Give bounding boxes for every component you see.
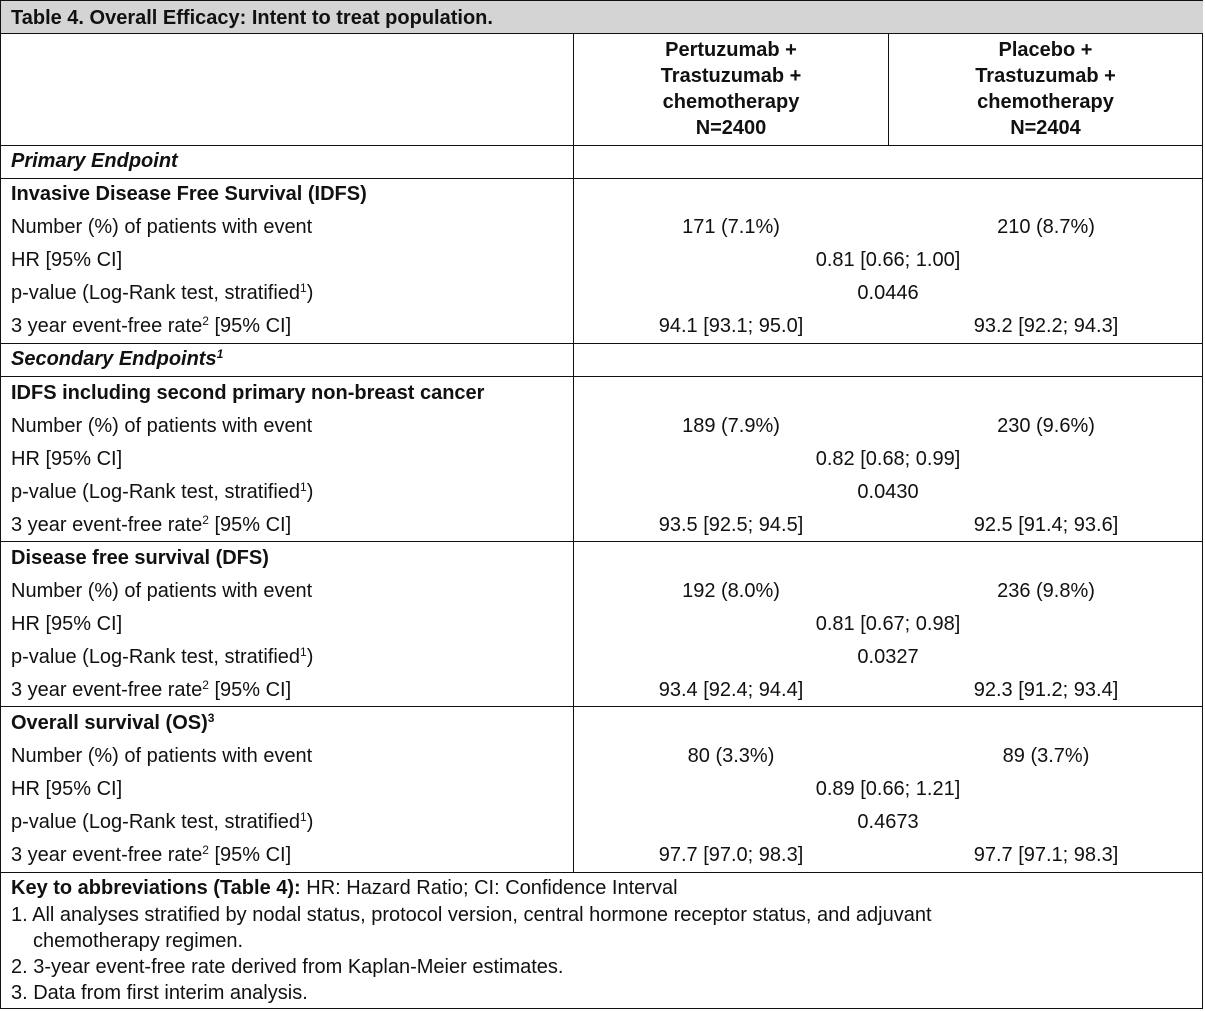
cell-pvalue: 0.0430 <box>857 481 919 503</box>
cell-pvalue: 0.4673 <box>857 811 919 833</box>
row-label-hr: HR [95% CI] <box>11 448 123 470</box>
cell-rate-placebo: 93.2 [92.2; 94.3] <box>973 315 1119 337</box>
cell-rate-placebo: 92.3 [91.2; 93.4] <box>973 679 1119 701</box>
row-label-pvalue: p-value (Log-Rank test, stratified$^1$) <box>11 810 314 833</box>
secondary-endpoints-heading: Secondary Endpoints$^1$ <box>11 347 224 370</box>
table-title: Table 4. Overall Efficacy: Intent to treat population. <box>11 7 493 29</box>
table-title-bar <box>1 1 1203 34</box>
cell-events-pertuzumab: 192 (8.0%) <box>682 580 780 602</box>
cell-hr: 0.81 [0.67; 0.98] <box>815 613 961 635</box>
row-label-events: Number (%) of patients with event <box>11 216 313 238</box>
cell-rate-placebo: 92.5 [91.4; 93.6] <box>973 514 1119 536</box>
row-label-events: Number (%) of patients with event <box>11 415 313 437</box>
row-label-rate: 3 year event-free rate$^2$ [95% CI] <box>11 513 292 536</box>
row-label-hr: HR [95% CI] <box>11 613 123 635</box>
cell-rate-pertuzumab: 93.5 [92.5; 94.5] <box>658 514 804 536</box>
rule <box>0 872 1203 873</box>
row-label-pvalue: p-value (Log-Rank test, stratified$^1$) <box>11 645 314 668</box>
footnote-key: Key to abbreviations (Table 4): HR: Hazard Ratio; CI: Confidence Interval <box>11 877 678 899</box>
rule <box>0 178 1203 179</box>
column-divider <box>573 33 574 872</box>
cell-hr: 0.89 [0.66; 1.21] <box>815 778 961 800</box>
row-label-pvalue: p-value (Log-Rank test, stratified$^1$) <box>11 281 314 304</box>
cell-rate-placebo: 97.7 [97.1; 98.3] <box>973 844 1119 866</box>
column-header-pertuzumab: Pertuzumab + Trastuzumab + chemotherapy N=2400 <box>660 39 802 139</box>
rule <box>0 343 1203 344</box>
rule <box>0 376 1203 377</box>
cell-hr: 0.81 [0.66; 1.00] <box>815 249 961 271</box>
section-title-idfs-second-primary: IDFS including second primary non-breast cancer <box>11 382 485 404</box>
cell-rate-pertuzumab: 97.7 [97.0; 98.3] <box>658 844 804 866</box>
cell-events-pertuzumab: 171 (7.1%) <box>682 216 780 238</box>
cell-hr: 0.82 [0.68; 0.99] <box>815 448 961 470</box>
row-label-hr: HR [95% CI] <box>11 778 123 800</box>
footnote-1: 1. All analyses stratified by nodal status, protocol version, central hormone receptor status, and adjuvant <box>11 904 932 926</box>
cell-events-placebo: 89 (3.7%) <box>1002 745 1090 767</box>
footnote-3: 3. Data from first interim analysis. <box>11 982 308 1004</box>
section-title-os: Overall survival (OS)$^3$ <box>11 711 215 734</box>
cell-rate-pertuzumab: 94.1 [93.1; 95.0] <box>658 315 804 337</box>
column-header-placebo: Placebo + Trastuzumab + chemotherapy N=2404 <box>975 39 1116 139</box>
rule <box>0 145 1203 146</box>
row-label-pvalue: p-value (Log-Rank test, stratified$^1$) <box>11 480 314 503</box>
row-label-hr: HR [95% CI] <box>11 249 123 271</box>
cell-events-placebo: 230 (9.6%) <box>997 415 1095 437</box>
cell-events-placebo: 236 (9.8%) <box>997 580 1095 602</box>
cell-pvalue: 0.0327 <box>857 646 919 668</box>
rule <box>0 33 1203 34</box>
rule <box>0 541 1203 542</box>
row-label-rate: 3 year event-free rate$^2$ [95% CI] <box>11 314 292 337</box>
row-label-events: Number (%) of patients with event <box>11 580 313 602</box>
section-title-idfs: Invasive Disease Free Survival (IDFS) <box>11 183 367 205</box>
cell-rate-pertuzumab: 93.4 [92.4; 94.4] <box>658 679 804 701</box>
section-title-dfs: Disease free survival (DFS) <box>11 547 269 569</box>
footnote-1-continued: chemotherapy regimen. <box>33 930 244 952</box>
cell-pvalue: 0.0446 <box>857 282 919 304</box>
primary-endpoint-heading: Primary Endpoint <box>11 150 178 172</box>
cell-events-pertuzumab: 189 (7.9%) <box>682 415 780 437</box>
cell-events-placebo: 210 (8.7%) <box>997 216 1095 238</box>
row-label-rate: 3 year event-free rate$^2$ [95% CI] <box>11 843 292 866</box>
row-label-events: Number (%) of patients with event <box>11 745 313 767</box>
cell-events-pertuzumab: 80 (3.3%) <box>687 745 775 767</box>
row-label-rate: 3 year event-free rate$^2$ [95% CI] <box>11 678 292 701</box>
footnote-2: 2. 3-year event-free rate derived from Kaplan-Meier estimates. <box>11 956 564 978</box>
rule <box>0 706 1203 707</box>
